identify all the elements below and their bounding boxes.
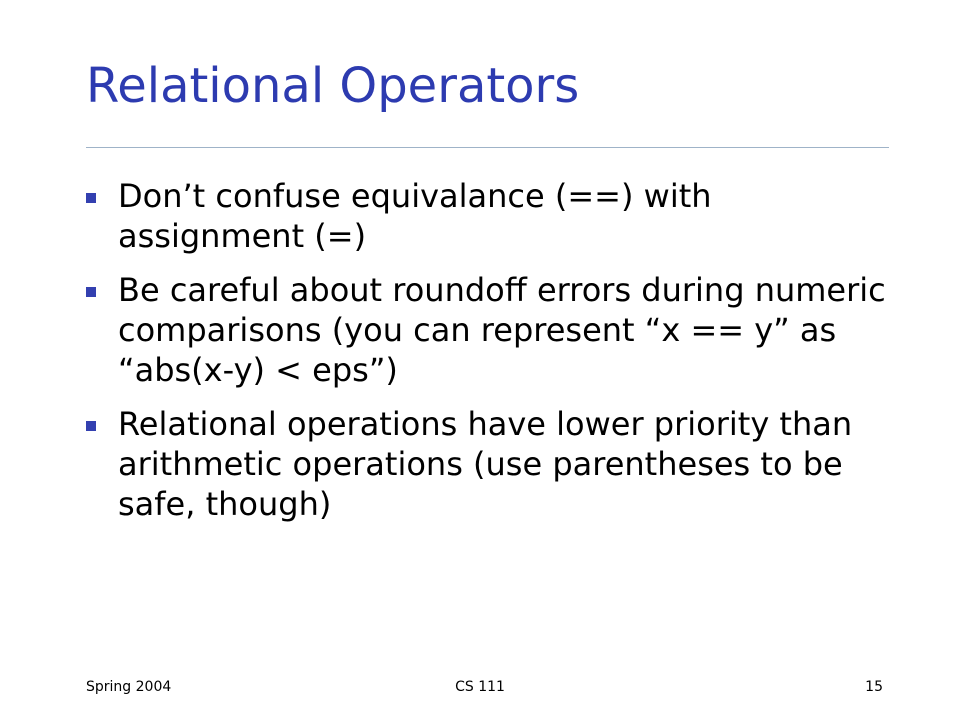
- footer-date: Spring 2004: [86, 679, 172, 695]
- bullet-item: [86, 176, 896, 256]
- slide-number: 15: [865, 679, 883, 695]
- title-divider: [86, 147, 889, 148]
- bullet-text: Relational operations have lower priority than arithmetic operations (use parentheses to be safe, though): [118, 405, 853, 523]
- bullet-text: Be careful about roundoff errors during numeric comparisons (you can represent “x == y” as “abs(x-y) < eps”): [118, 271, 886, 389]
- square-bullet-icon: [86, 193, 96, 203]
- square-bullet-icon: [86, 421, 96, 431]
- square-bullet-icon: [86, 287, 96, 297]
- bullet-item: [86, 404, 896, 524]
- slide-title: Relational Operators: [86, 58, 580, 114]
- bullet-text: Don’t confuse equivalance (==) with assignment (=): [118, 177, 712, 255]
- footer-course: CS 111: [455, 679, 505, 695]
- bullet-list: [86, 176, 896, 538]
- bullet-item: [86, 270, 896, 390]
